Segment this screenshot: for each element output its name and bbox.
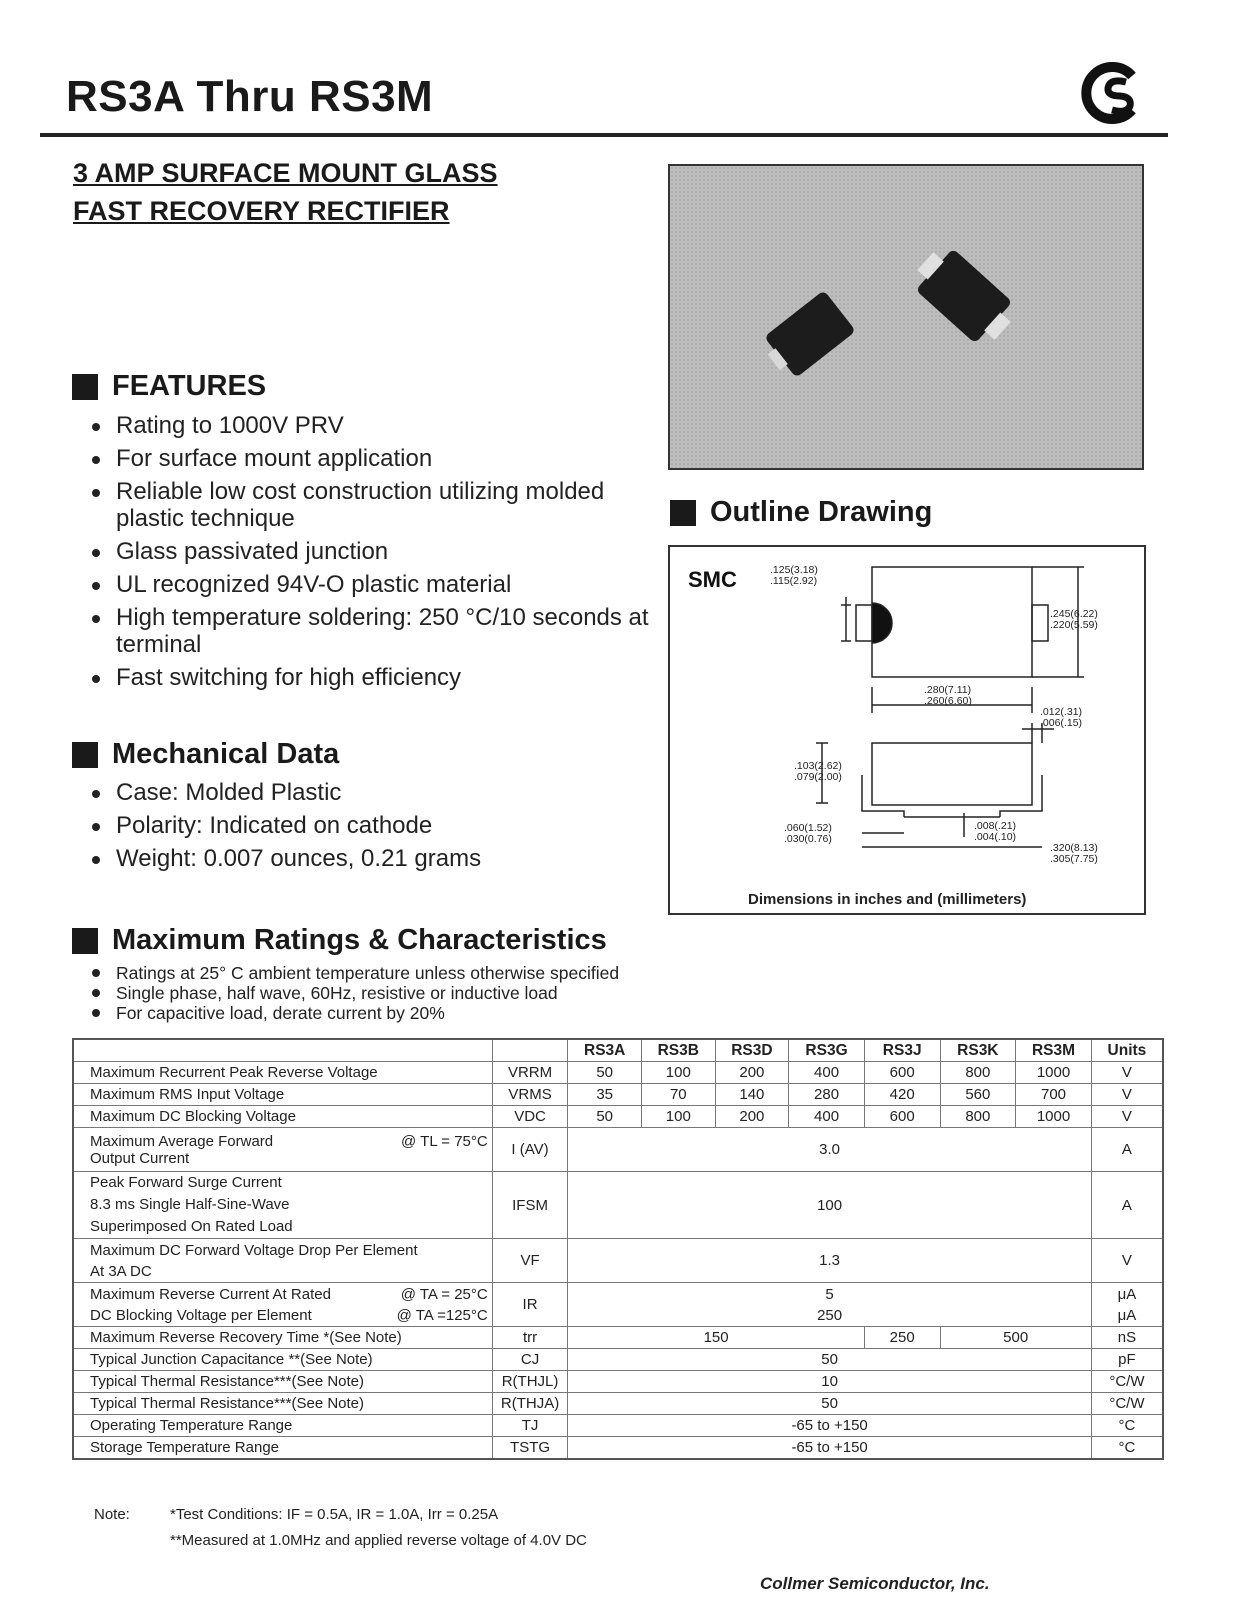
product-photo (668, 164, 1144, 470)
table-row: Maximum Reverse Current At Rated @ TA = 25°C DC Blocking Voltage per Element @ TA =125°C IR 5 250 μA μA (73, 1283, 1163, 1327)
column-header: RS3B (641, 1039, 715, 1062)
note-label: Note: (94, 1506, 130, 1523)
table-row: Maximum DC Forward Voltage Drop Per Element At 3A DC VF 1.3 V (73, 1239, 1163, 1283)
header-rule (40, 133, 1168, 137)
table-row: Typical Thermal Resistance***(See Note) R(THJL) 10 °C/W (73, 1371, 1163, 1393)
list-item: Ratings at 25° C ambient temperature unless otherwise specified (90, 963, 730, 983)
list-item: Fast switching for high efficiency (90, 664, 650, 691)
column-header: RS3A (568, 1039, 642, 1062)
dim-label: .012(.31) .006(.15) (1040, 706, 1083, 729)
subtitle-line-2: FAST RECOVERY RECTIFIER (73, 196, 450, 226)
outline-caption: Dimensions in inches and (millimeters) (748, 891, 1027, 908)
dim-label: .008(.21) .004(.10) (974, 820, 1017, 843)
table-header-row (73, 1039, 1163, 1062)
table-row: Peak Forward Surge Current 8.3 ms Single Half-Sine-Wave Superimposed On Rated Load IFSM 100 A (73, 1172, 1163, 1239)
list-item: Rating to 1000V PRV (90, 412, 650, 439)
mechanical-list (90, 779, 650, 878)
dim-label: .060(1.52) .030(0.76) (784, 822, 832, 845)
note-line-2: **Measured at 1.0MHz and applied reverse voltage of 4.0V DC (170, 1532, 587, 1549)
table-row: Typical Junction Capacitance **(See Note) CJ 50 pF (73, 1349, 1163, 1371)
list-item: Weight: 0.007 ounces, 0.21 grams (90, 845, 650, 872)
ratings-heading: Maximum Ratings & Characteristics (72, 924, 607, 957)
page-title: RS3A Thru RS3M (66, 72, 434, 121)
mechanical-heading: Mechanical Data (72, 738, 339, 771)
section-bullet-icon (72, 742, 98, 768)
features-heading: FEATURES (72, 370, 266, 403)
list-item: UL recognized 94V-O plastic material (90, 571, 650, 598)
list-item: High temperature soldering: 250 °C/10 seconds at terminal (90, 604, 650, 658)
column-header: RS3M (1016, 1039, 1092, 1062)
table-row: Operating Temperature Range TJ -65 to +150 °C (73, 1415, 1163, 1437)
column-header: Units (1091, 1039, 1163, 1062)
list-item: Case: Molded Plastic (90, 779, 650, 806)
dim-label: .103(2.62) .079(2.00) (794, 760, 842, 783)
list-item: Glass passivated junction (90, 538, 650, 565)
features-list (90, 412, 650, 697)
column-header: RS3G (789, 1039, 865, 1062)
outline-heading: Outline Drawing (670, 496, 932, 529)
dim-label: .320(8.13) .305(7.75) (1050, 842, 1098, 865)
column-header: RS3K (940, 1039, 1016, 1062)
section-bullet-icon (670, 500, 696, 526)
column-header: RS3D (715, 1039, 789, 1062)
ratings-notes (90, 963, 730, 1023)
note-line-1: *Test Conditions: IF = 0.5A, IR = 1.0A, Irr = 0.25A (170, 1506, 499, 1523)
dim-label: .125(3.18) .115(2.92) (770, 564, 818, 587)
list-item: For surface mount application (90, 445, 650, 472)
table-row: Typical Thermal Resistance***(See Note) R(THJA) 50 °C/W (73, 1393, 1163, 1415)
package-label: SMC (688, 567, 737, 592)
list-item: Single phase, half wave, 60Hz, resistive or inductive load (90, 983, 730, 1003)
subtitle-line-1: 3 AMP SURFACE MOUNT GLASS (73, 158, 498, 188)
company-footer: Collmer Semiconductor, Inc. (760, 1574, 990, 1593)
table-row: Maximum Average Forward @ TL = 75°C Output Current I (AV) 3.0 A (73, 1128, 1163, 1172)
table-row: Maximum Reverse Recovery Time *(See Note) trr 150 250 500 nS (73, 1327, 1163, 1349)
section-bullet-icon (72, 928, 98, 954)
table-row: Maximum Recurrent Peak Reverse Voltage VRRM 50 100 200 400 600 800 1000 V (73, 1062, 1163, 1084)
ratings-table (72, 1038, 1164, 1460)
column-header: RS3J (864, 1039, 940, 1062)
list-item: For capacitive load, derate current by 20% (90, 1003, 730, 1023)
dim-label: .280(7.11) .260(6.60) (924, 684, 972, 707)
list-item: Reliable low cost construction utilizing molded plastic technique (90, 478, 650, 532)
section-bullet-icon (72, 374, 98, 400)
table-row: Storage Temperature Range TSTG -65 to +150 °C (73, 1437, 1163, 1460)
table-row: Maximum DC Blocking Voltage VDC 50 100 200 400 600 800 1000 V (73, 1106, 1163, 1128)
outline-drawing (668, 545, 1146, 915)
company-logo (1080, 60, 1146, 126)
table-row: Maximum RMS Input Voltage VRMS 35 70 140 280 420 560 700 V (73, 1084, 1163, 1106)
dim-label: .245(6.22) .220(5.59) (1050, 608, 1098, 631)
list-item: Polarity: Indicated on cathode (90, 812, 650, 839)
